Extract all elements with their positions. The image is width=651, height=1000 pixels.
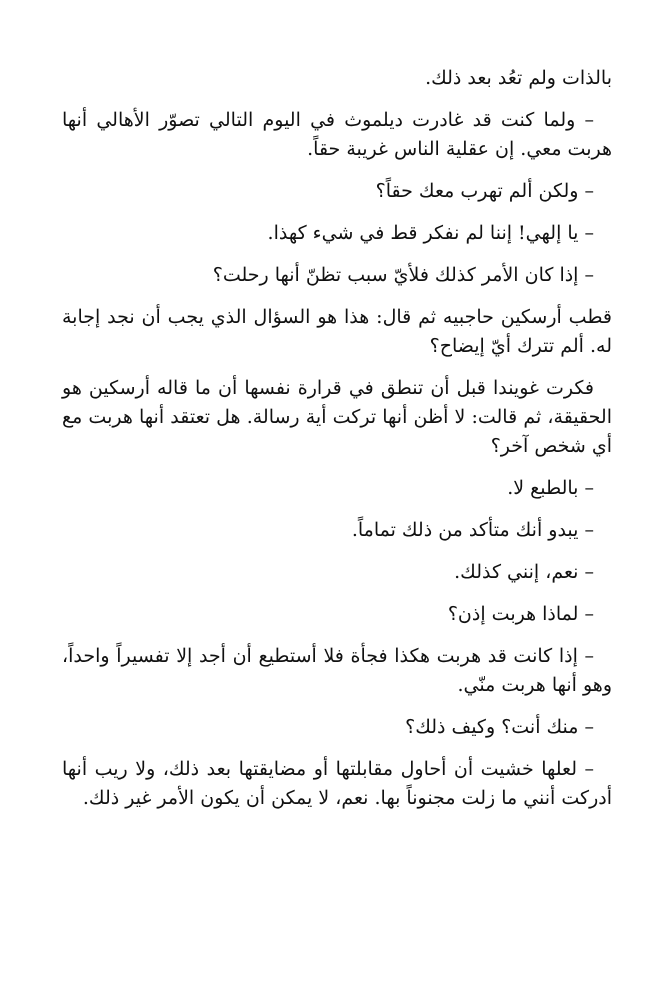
paragraph-5: – إذا كان الأمر كذلك فلأيّ سبب تظنّ أنها رحلت؟ bbox=[212, 264, 594, 286]
paragraph-8: – بالطبع لا. bbox=[507, 477, 594, 499]
paragraph-9: – يبدو أنك متأكد من ذلك تماماً. bbox=[351, 519, 594, 541]
paragraph-3: – ولكن ألم تهرب معك حقاً؟ bbox=[375, 180, 594, 202]
paragraph-14: – لعلها خشيت أن أحاول مقابلتها أو مضايقتها بعد ذلك، ولا ريب أنها أدركت أنني ما زلت مجنوناً بها. نعم، لا يمكن أن يكون الأمر غير ذلك. bbox=[62, 758, 612, 809]
paragraph-11: – لماذا هربت إذن؟ bbox=[447, 603, 594, 625]
paragraph-13: – منك أنت؟ وكيف ذلك؟ bbox=[405, 716, 594, 738]
book-page bbox=[62, 64, 612, 826]
paragraph-6: قطب أرسكين حاجبيه ثم قال: هذا هو السؤال الذي يجب أن نجد إجابة له. ألم تترك أيّ إيضاح؟ bbox=[62, 306, 612, 357]
paragraph-7: فكرت غويندا قبل أن تنطق في قرارة نفسها أن ما قاله أرسكين هو الحقيقة، ثم قالت: لا أظن أنها تركت أية رسالة. هل تعتقد أنها هربت مع أي شخص آخر؟ bbox=[62, 377, 612, 457]
paragraph-10: – نعم، إنني كذلك. bbox=[454, 561, 594, 583]
paragraph-12: – إذا كانت قد هربت هكذا فجأة فلا أستطيع أن أجد إلا تفسيراً واحداً، وهو أنها هربت منّي. bbox=[62, 645, 612, 696]
paragraph-4: – يا إلهي! إننا لم نفكر قط في شيء كهذا. bbox=[267, 222, 594, 244]
paragraph-1: بالذات ولم تعُد بعد ذلك. bbox=[425, 67, 612, 89]
paragraph-2: – ولما كنت قد غادرت ديلموث في اليوم التالي تصوّر الأهالي أنها هربت معي. إن عقلية الناس غريبة حقاً. bbox=[62, 109, 612, 160]
